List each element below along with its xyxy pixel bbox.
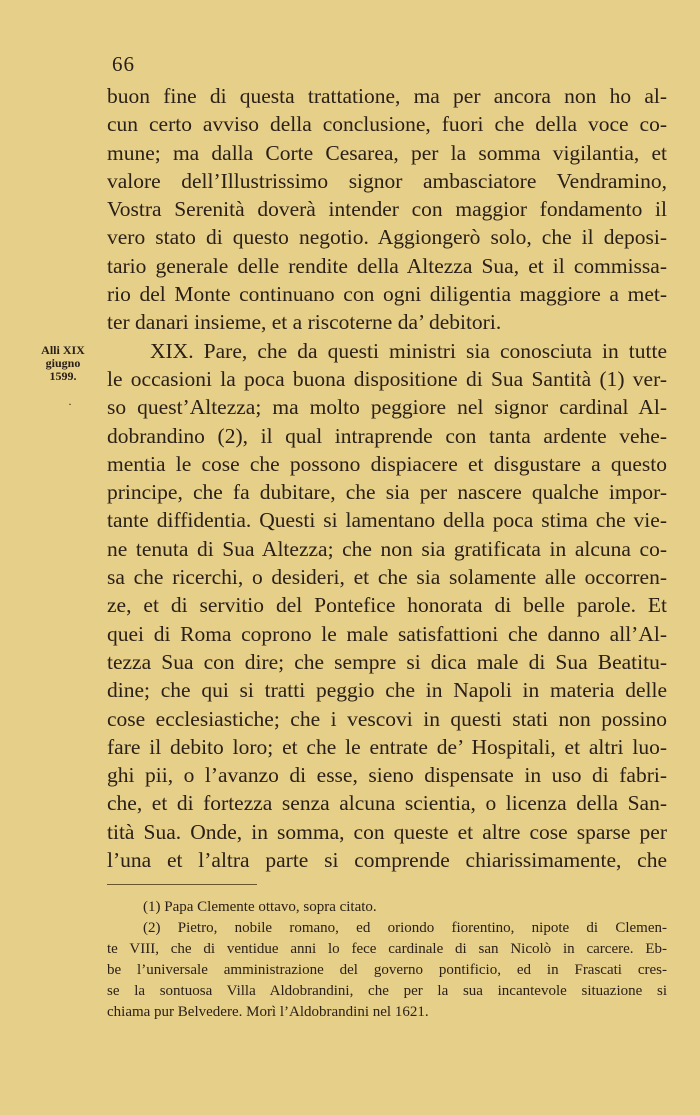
text-line: fare il debito loro; et che le entrate de’ Hospitali, et altri luo- (107, 734, 667, 759)
text-line: tante diffidentia. Questi si lamentano della poca stima che vie- (107, 508, 667, 533)
text-line: dine; che qui si tratti peggio che in Napoli in materia delle (107, 678, 667, 703)
text-line: cose ecclesiastiche; che i vescovi in questi stati non possino (107, 706, 667, 731)
text-line: l’una et l’altra parte si comprende chiarissimamente, che (107, 848, 667, 873)
body-text (107, 82, 667, 874)
margin-note-line: 1599. (49, 369, 77, 383)
text-line: Vostra Serenità doverà intender con maggior fondamento il (107, 197, 667, 222)
margin-note-line: giugno (45, 356, 81, 370)
text-line: valore dell’Illustrissimo signor ambasciatore Vendramino, (107, 168, 667, 193)
text-line: sa che ricerchi, o desideri, et che sia solamente alle occorren- (107, 565, 667, 590)
footnote-line: se la sontuosa Villa Aldobrandini, che per la sua incantevole situazione si (107, 983, 667, 999)
margin-note-line: Alli XIX (41, 343, 85, 357)
text-line: so quest’Altezza; ma molto peggiore nel signor cardinal Al- (107, 395, 667, 420)
text-line: mune; ma dalla Corte Cesarea, per la somma vigilantia, et (107, 140, 667, 165)
text-line: ze, et di servitio del Pontefice honorata di belle parole. Et (107, 593, 667, 618)
footnote-line: te VIII, che di ventidue anni lo fece cardinale di san Nicolò in carcere. Eb- (107, 941, 667, 957)
text-line: le occasioni la poca buona dispositione di Sua Santità (1) ver- (107, 366, 667, 391)
text-line: ne tenuta di Sua Altezza; che non sia gratificata in alcuna co- (107, 536, 667, 561)
text-line: tezza Sua con dire; che sempre si dica male di Sua Beatitu- (107, 649, 667, 674)
text-line: buon fine di questa trattatione, ma per ancora non ho al- (107, 84, 667, 108)
text-line: mentia le cose che possono dispiacere et disgustare a questo (107, 451, 667, 476)
text-line: tità Sua. Onde, in somma, con queste et altre cose sparse per (107, 819, 667, 844)
text-line: rio del Monte continuano con ogni diligentia maggiore a met- (107, 282, 667, 307)
margin-mark: · (68, 397, 72, 411)
text-line: principe, che fa dubitare, che sia per nascere qualche impor- (107, 480, 667, 505)
margin-note (28, 344, 98, 383)
footnote-1: (1) Papa Clemente ottavo, sopra citato. (143, 899, 377, 915)
footnote-rule (107, 884, 257, 885)
text-line: dobrandino (2), il qual intraprende con tanta ardente vehe- (107, 423, 667, 448)
text-line: cun certo avviso della conclusione, fuori che della voce co- (107, 112, 667, 137)
paragraph-start-line: XIX. Pare, che da questi ministri sia conosciuta in tutte (150, 338, 667, 363)
text-line: vero stato di questo negotio. Aggiongerò solo, che il deposi- (107, 225, 667, 250)
footnote-2: (2) Pietro, nobile romano, ed oriondo fiorentino, nipote di Clemen- (143, 920, 667, 936)
text-line: quei di Roma coprono le male satisfattioni che danno all’Al- (107, 621, 667, 646)
text-line: che, et di fortezza senza alcuna scientia, o licenza della San- (107, 791, 667, 816)
text-line: ter danari insieme, et a riscoterne da’ debitori. (107, 310, 502, 335)
text-line: ghi pii, o l’avanzo di esse, sieno dispensate in uso di fabri- (107, 763, 667, 788)
page-number: 66 (112, 52, 135, 76)
text-line: tario generale delle rendite della Altezza Sua, et il commissa- (107, 253, 667, 278)
footnote-line: be l’universale amministrazione del governo pontificio, ed in Frascati cres- (107, 962, 667, 978)
footnotes (107, 897, 667, 1023)
footnote-line: chiama pur Belvedere. Morì l’Aldobrandini nel 1621. (107, 1004, 429, 1020)
